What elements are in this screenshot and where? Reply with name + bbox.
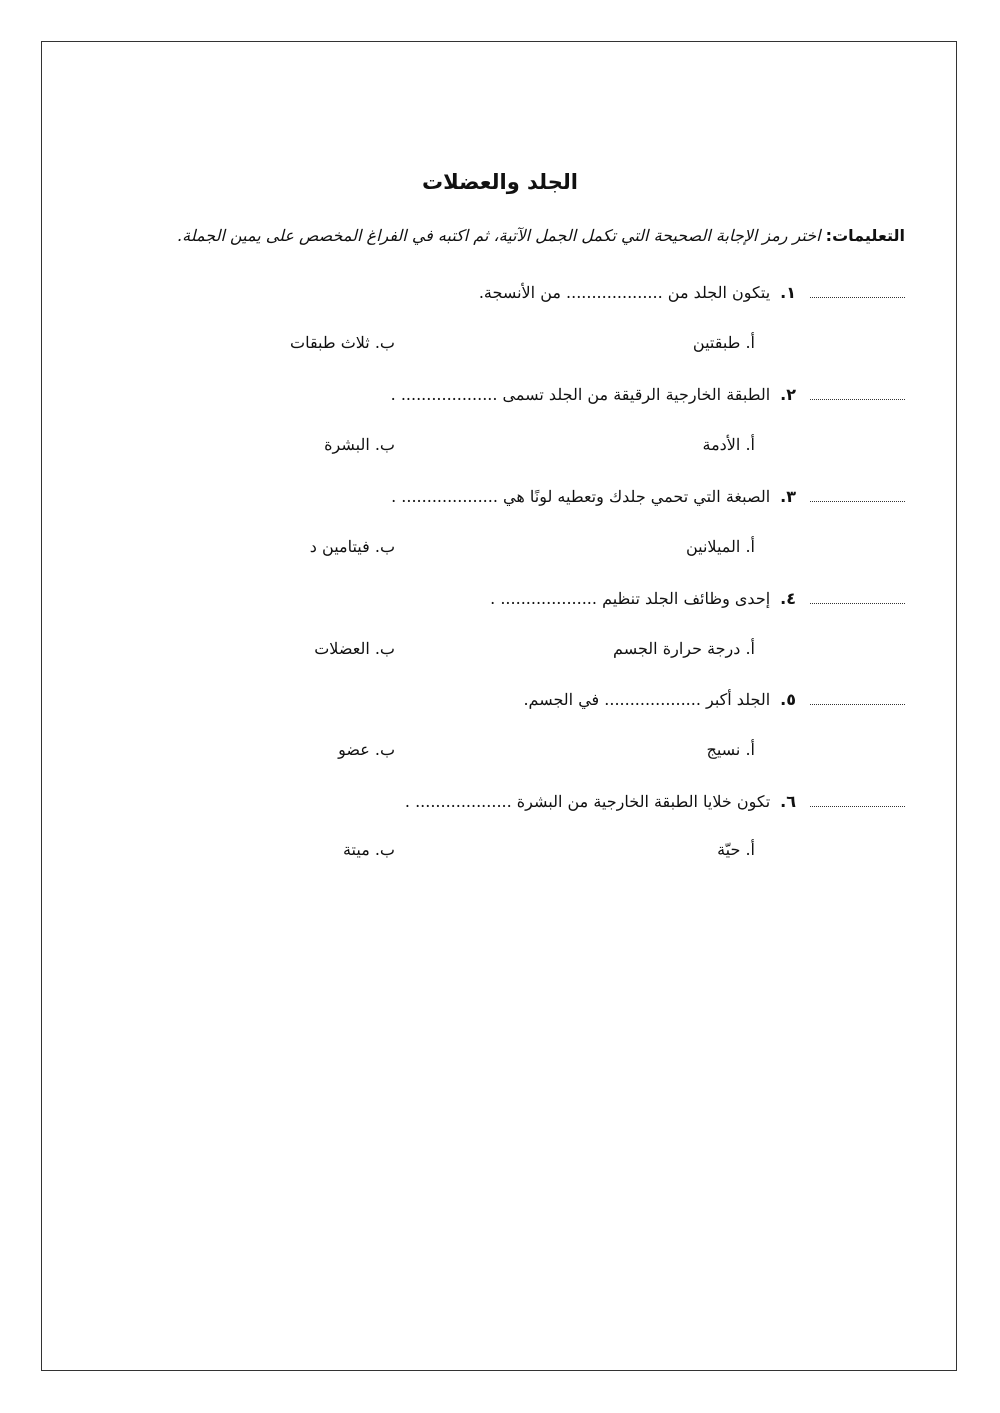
question-5 (185, 690, 905, 709)
question-number: ٥. (780, 690, 796, 709)
option-b[interactable]: ب. فيتامين د (309, 537, 395, 556)
option-b[interactable]: ب. البشرة (324, 435, 395, 454)
instructions-label: التعليمات: (825, 226, 905, 245)
answer-blank-4[interactable] (810, 589, 905, 604)
question-text: يتكون الجلد من ................... من الأنسجة. (478, 283, 771, 302)
worksheet-title: الجلد والعضلات (422, 170, 578, 194)
option-a[interactable]: أ. درجة حرارة الجسم (613, 639, 755, 658)
question-2 (185, 385, 905, 404)
answer-blank-6[interactable] (810, 792, 905, 807)
answer-blank-5[interactable] (810, 690, 905, 705)
question-3 (185, 487, 905, 506)
question-number: ٣. (780, 487, 796, 506)
question-text: الطبقة الخارجية الرقيقة من الجلد تسمى ................... . (390, 385, 771, 404)
option-b[interactable]: ب. ميتة (342, 840, 395, 859)
question-number: ١. (780, 283, 796, 302)
question-1 (185, 283, 905, 302)
option-b[interactable]: ب. عضو (338, 740, 395, 759)
question-number: ٤. (780, 589, 796, 608)
answer-blank-1[interactable] (810, 283, 905, 298)
answer-blank-3[interactable] (810, 487, 905, 502)
option-a[interactable]: أ. نسيج (706, 740, 755, 759)
question-6 (185, 792, 905, 811)
option-a[interactable]: أ. طبقتين (692, 333, 755, 352)
question-number: ٦. (780, 792, 796, 811)
option-b[interactable]: ب. العضلات (314, 639, 395, 658)
question-number: ٢. (780, 385, 796, 404)
option-a[interactable]: أ. حيّة (717, 840, 755, 859)
instructions-text: اختر رمز الإجابة الصحيحة التي تكمل الجمل الآتية، ثم اكتبه في الفراغ المخصص على يمين الجملة. (177, 226, 821, 245)
option-b[interactable]: ب. ثلاث طبقات (290, 333, 395, 352)
answer-blank-2[interactable] (810, 385, 905, 400)
instructions (105, 226, 905, 245)
question-text: الصبغة التي تحمي جلدك وتعطيه لونًا هي ................... . (391, 487, 771, 506)
question-text: إحدى وظائف الجلد تنظيم ................... . (490, 589, 771, 608)
option-a[interactable]: أ. الميلانين (685, 537, 755, 556)
question-text: تكون خلايا الطبقة الخارجية من البشرة ................... . (404, 792, 771, 811)
question-4 (185, 589, 905, 608)
question-text: الجلد أكبر ................... في الجسم. (523, 690, 771, 709)
option-a[interactable]: أ. الأدمة (702, 435, 755, 454)
